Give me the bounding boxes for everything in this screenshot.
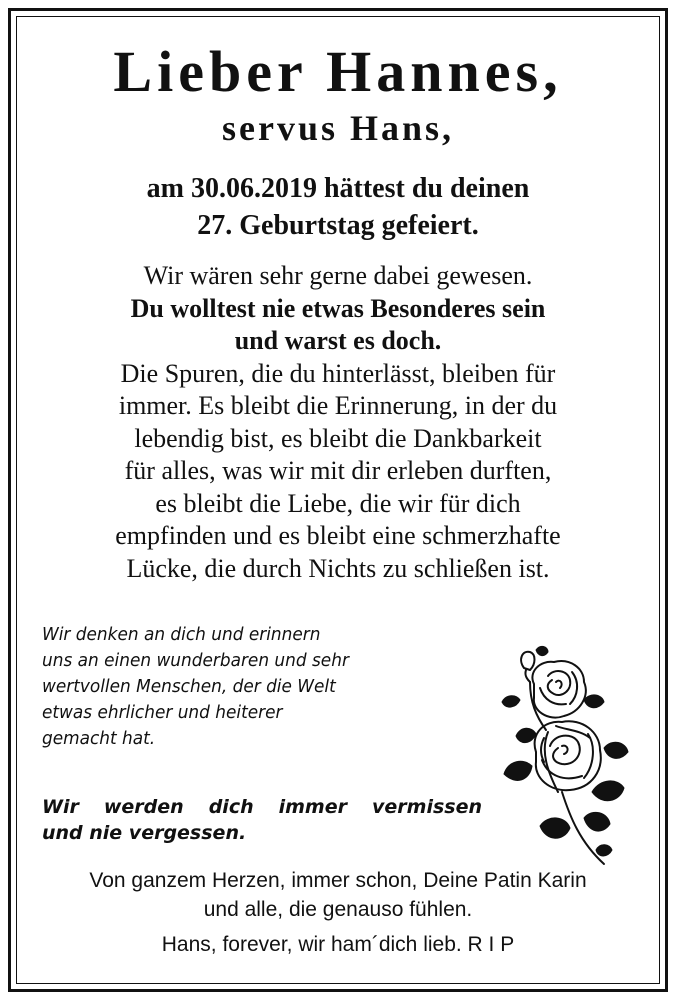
birthday-date-text [20,170,656,244]
handwritten-line: etwas ehrlicher und heiterer [42,702,283,723]
obituary-notice [20,20,656,980]
closing-line: und alle, die genauso fühlen. [203,898,473,921]
body-line: lebendig bist, es bleibt die Dankbarkeit [134,423,542,453]
handwritten-line: gemacht hat. [42,728,156,749]
date-line: am 30.06.2019 hättest du deinen [146,173,530,204]
memorial-text [20,260,656,585]
closing-line: Von ganzem Herzen, immer schon, Deine Patin Karin [89,869,587,892]
handwritten-line: Wir denken an dich und erinnern [42,624,321,645]
handwritten-line: uns an einen wunderbaren und sehr [42,650,349,671]
body-line: Wir wären sehr gerne dabei gewesen. [143,261,533,290]
handwritten-bold-line: und nie vergessen. [42,822,247,844]
body-line: es bleibt die Liebe, die wir für dich [155,488,521,518]
handwritten-bold-line [42,794,482,820]
handwritten-text [42,622,418,752]
body-bold-line: Du wolltest nie etwas Besonderes sein [130,293,546,323]
handwritten-word: vermissen [372,796,482,818]
closing-text [20,866,656,959]
handwritten-word: werden [103,796,184,818]
handwritten-word: Wir [42,796,79,818]
notice-title: Lieber Hannes, [113,39,563,104]
handwritten-word: dich [208,796,254,818]
date-line: 27. Geburtstag gefeiert. [197,210,479,241]
rose-icon [500,642,630,872]
body-line: Lücke, die durch Nichts zu schließen ist. [126,553,550,583]
notice-subtitle: servus Hans, [221,108,455,148]
body-line: immer. Es bleibt die Erinnerung, in der du [118,391,558,420]
closing-line: Hans, forever, wir ham´dich lieb. R I P [161,933,515,956]
handwritten-word: immer [278,796,347,818]
body-bold-line: und warst es doch. [234,326,442,355]
body-line: für alles, was wir mit dir erleben durften, [124,456,552,485]
body-line: Die Spuren, die du hinterlässt, bleiben für [120,358,556,388]
handwritten-bold-text [42,794,482,846]
body-line: empfinden und es bleibt eine schmerzhafte [115,521,561,550]
handwritten-line: wertvollen Menschen, der die Welt [42,676,336,697]
